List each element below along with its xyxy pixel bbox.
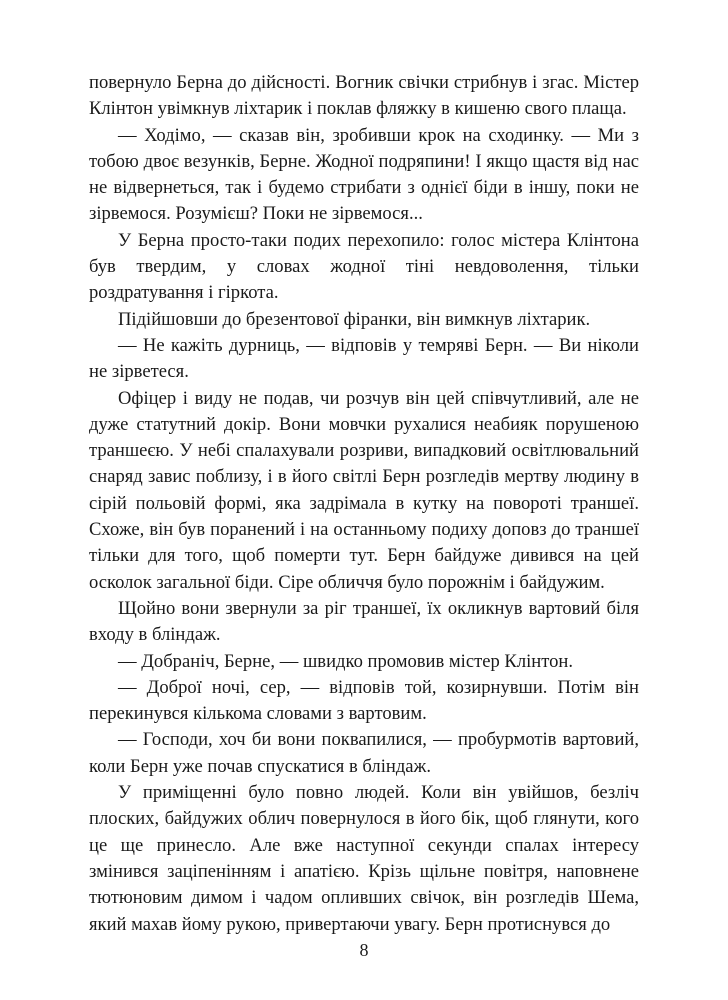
paragraph: У Берна просто-таки подих перехопило: голос містера Клінтона був твердим, у словах жодної тіні невдоволення, тільки роздратування і гіркота. — [89, 229, 639, 304]
page-number: 8 — [359, 940, 369, 960]
paragraph: — Господи, хоч би вони поквапилися, — пробурмотів вартовий, коли Берн уже почав спускатися в бліндаж. — [89, 729, 639, 777]
paragraph: Щойно вони звернули за ріг траншеї, їх окликнув вартовий біля входу в бліндаж. — [89, 597, 639, 646]
paragraph: — Ходімо, — сказав він, зробивши крок на сходинку. — Ми з тобою двоє везунків, Берне. Жодної подряпини! І якщо щастя від нас не відвернеться, так і будемо стрибати з однієї біди в іншу, поки не зірвемося. Розумієш? Поки не зірвемося... — [89, 124, 639, 225]
paragraph: У приміщенні було повно людей. Коли він увійшов, безліч плоских, байдужих облич повернулося в його бік, щоб глянути, кого це ще принесло. Але вже наступної секунди спалах інтересу змінився заціпенінням і апатією. Крізь щільне повітря, наповнене тютюновим димом і чадом оплившиx свічок, він розгледів Шема, який махав йому рукою, привертаючи увагу. Берн протиснувся до — [89, 782, 639, 935]
paragraph: — Добраніч, Берне, — швидко промовив містер Клінтон. — [118, 650, 574, 672]
paragraph: — Доброї ночі, сер, — відповів той, козирнувши. Потім він перекинувся кількома словами з вартовим. — [89, 676, 639, 725]
paragraph-continuation: повернуло Берна до дійсності. Вогник свічки стрибнув і згас. Містер Клінтон увімкнув ліхтарик і поклав фляжку в кишеню свого плаща. — [89, 72, 639, 120]
paragraph: Офіцер і виду не подав, чи розчув він цей співчутливий, але не дуже статутний докір. Вони мовчки рухалися неабияк порушеною траншеєю. У небі спалахували розриви, випадковий освітлювальний снаряд завис поблизу, і в його світлі Берн розгледів мертву людину в сірій польовій формі, яка задрімала в кутку на повороті траншеї. Схоже, він був поранений і на останньому подиху доповз до траншеї тільки для того, щоб померти тут. Берн байдуже дивився на цей осколок загальної біди. Сіре обличчя було порожнім і байдужим. — [89, 387, 639, 593]
paragraph: Підійшовши до брезентової фіранки, він вимкнув ліхтарик. — [118, 308, 591, 330]
paragraph: — Не кажіть дурниць, — відповів у темряві Берн. — Ви ніколи не зірветеся. — [89, 334, 639, 383]
body-text — [89, 70, 639, 938]
